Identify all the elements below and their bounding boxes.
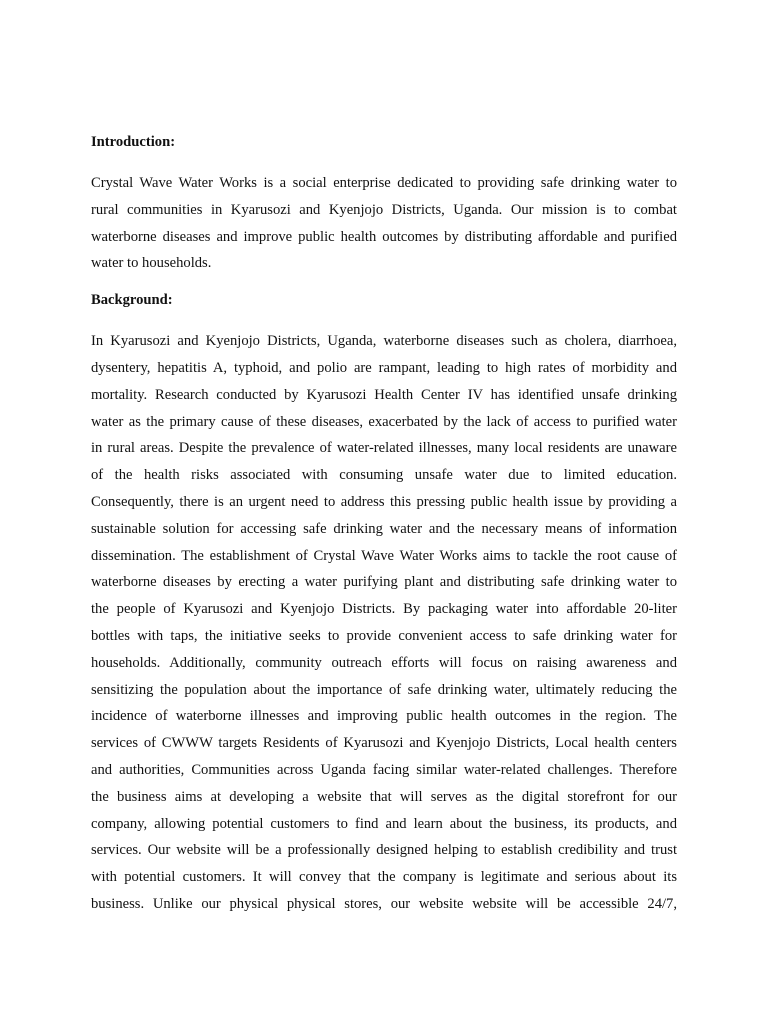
text-line: dysentery, hepatitis A, typhoid, and polio are rampant, leading to high rates of morbidity and	[91, 359, 677, 376]
text-line: services. Our website will be a professionally designed helping to establish credibility and trust	[91, 842, 677, 859]
text-line: the people of Kyarusozi and Kyenjojo Districts. By packaging water into affordable 20-liter	[91, 601, 677, 618]
text-line: rural communities in Kyarusozi and Kyenjojo Districts, Uganda. Our mission is to combat	[91, 201, 677, 218]
text-line: mortality. Research conducted by Kyarusozi Health Center IV has identified unsafe drinking	[91, 386, 677, 403]
text-line: water to households.	[91, 255, 212, 272]
text-line: sensitizing the population about the importance of safe drinking water, ultimately reducing the	[91, 681, 677, 698]
text-line: waterborne diseases and improve public health outcomes by distributing affordable and purified	[91, 228, 677, 245]
text-line: bottles with taps, the initiative seeks to provide convenient access to safe drinking water for	[91, 627, 677, 644]
text-line: sustainable solution for accessing safe drinking water and the necessary means of information	[91, 520, 677, 537]
background-paragraph	[91, 328, 677, 918]
text-line: and authorities, Communities across Uganda facing similar water-related challenges. Therefore	[91, 761, 677, 778]
text-line: In Kyarusozi and Kyenjojo Districts, Uganda, waterborne diseases such as cholera, diarrhoea,	[91, 333, 677, 350]
text-line: households. Additionally, community outreach efforts will focus on raising awareness and	[91, 654, 677, 671]
document-body	[91, 131, 677, 929]
text-line: company, allowing potential customers to find and learn about the business, its products, and	[91, 815, 677, 832]
text-line: dissemination. The establishment of Crystal Wave Water Works aims to tackle the root cause of	[91, 547, 677, 564]
introduction-paragraph	[91, 170, 677, 277]
text-line: of the health risks associated with consuming unsafe water due to limited education.	[91, 467, 677, 484]
section-heading-background: Background:	[91, 292, 173, 309]
text-line: Crystal Wave Water Works is a social enterprise dedicated to providing safe drinking water to	[91, 175, 677, 191]
text-line: services of CWWW targets Residents of Kyarusozi and Kyenjojo Districts, Local health centers	[91, 735, 677, 752]
text-line: business. Unlike our physical physical stores, our website website will be accessible 24/7,	[91, 895, 677, 912]
text-line: incidence of waterborne illnesses and improving public health outcomes in the region. The	[91, 708, 677, 725]
section-heading-introduction: Introduction:	[91, 134, 176, 150]
text-line: water as the primary cause of these diseases, exacerbated by the lack of access to purified water	[91, 413, 677, 430]
text-line: Consequently, there is an urgent need to address this pressing public health issue by providing a	[91, 493, 677, 510]
text-line: with potential customers. It will convey that the company is legitimate and serious about its	[91, 869, 677, 886]
text-line: in rural areas. Despite the prevalence of water-related illnesses, many local residents are unaware	[91, 440, 677, 457]
text-line: waterborne diseases by erecting a water purifying plant and distributing safe drinking water to	[91, 574, 677, 591]
text-line: the business aims at developing a website that will serves as the digital storefront for our	[91, 788, 677, 805]
